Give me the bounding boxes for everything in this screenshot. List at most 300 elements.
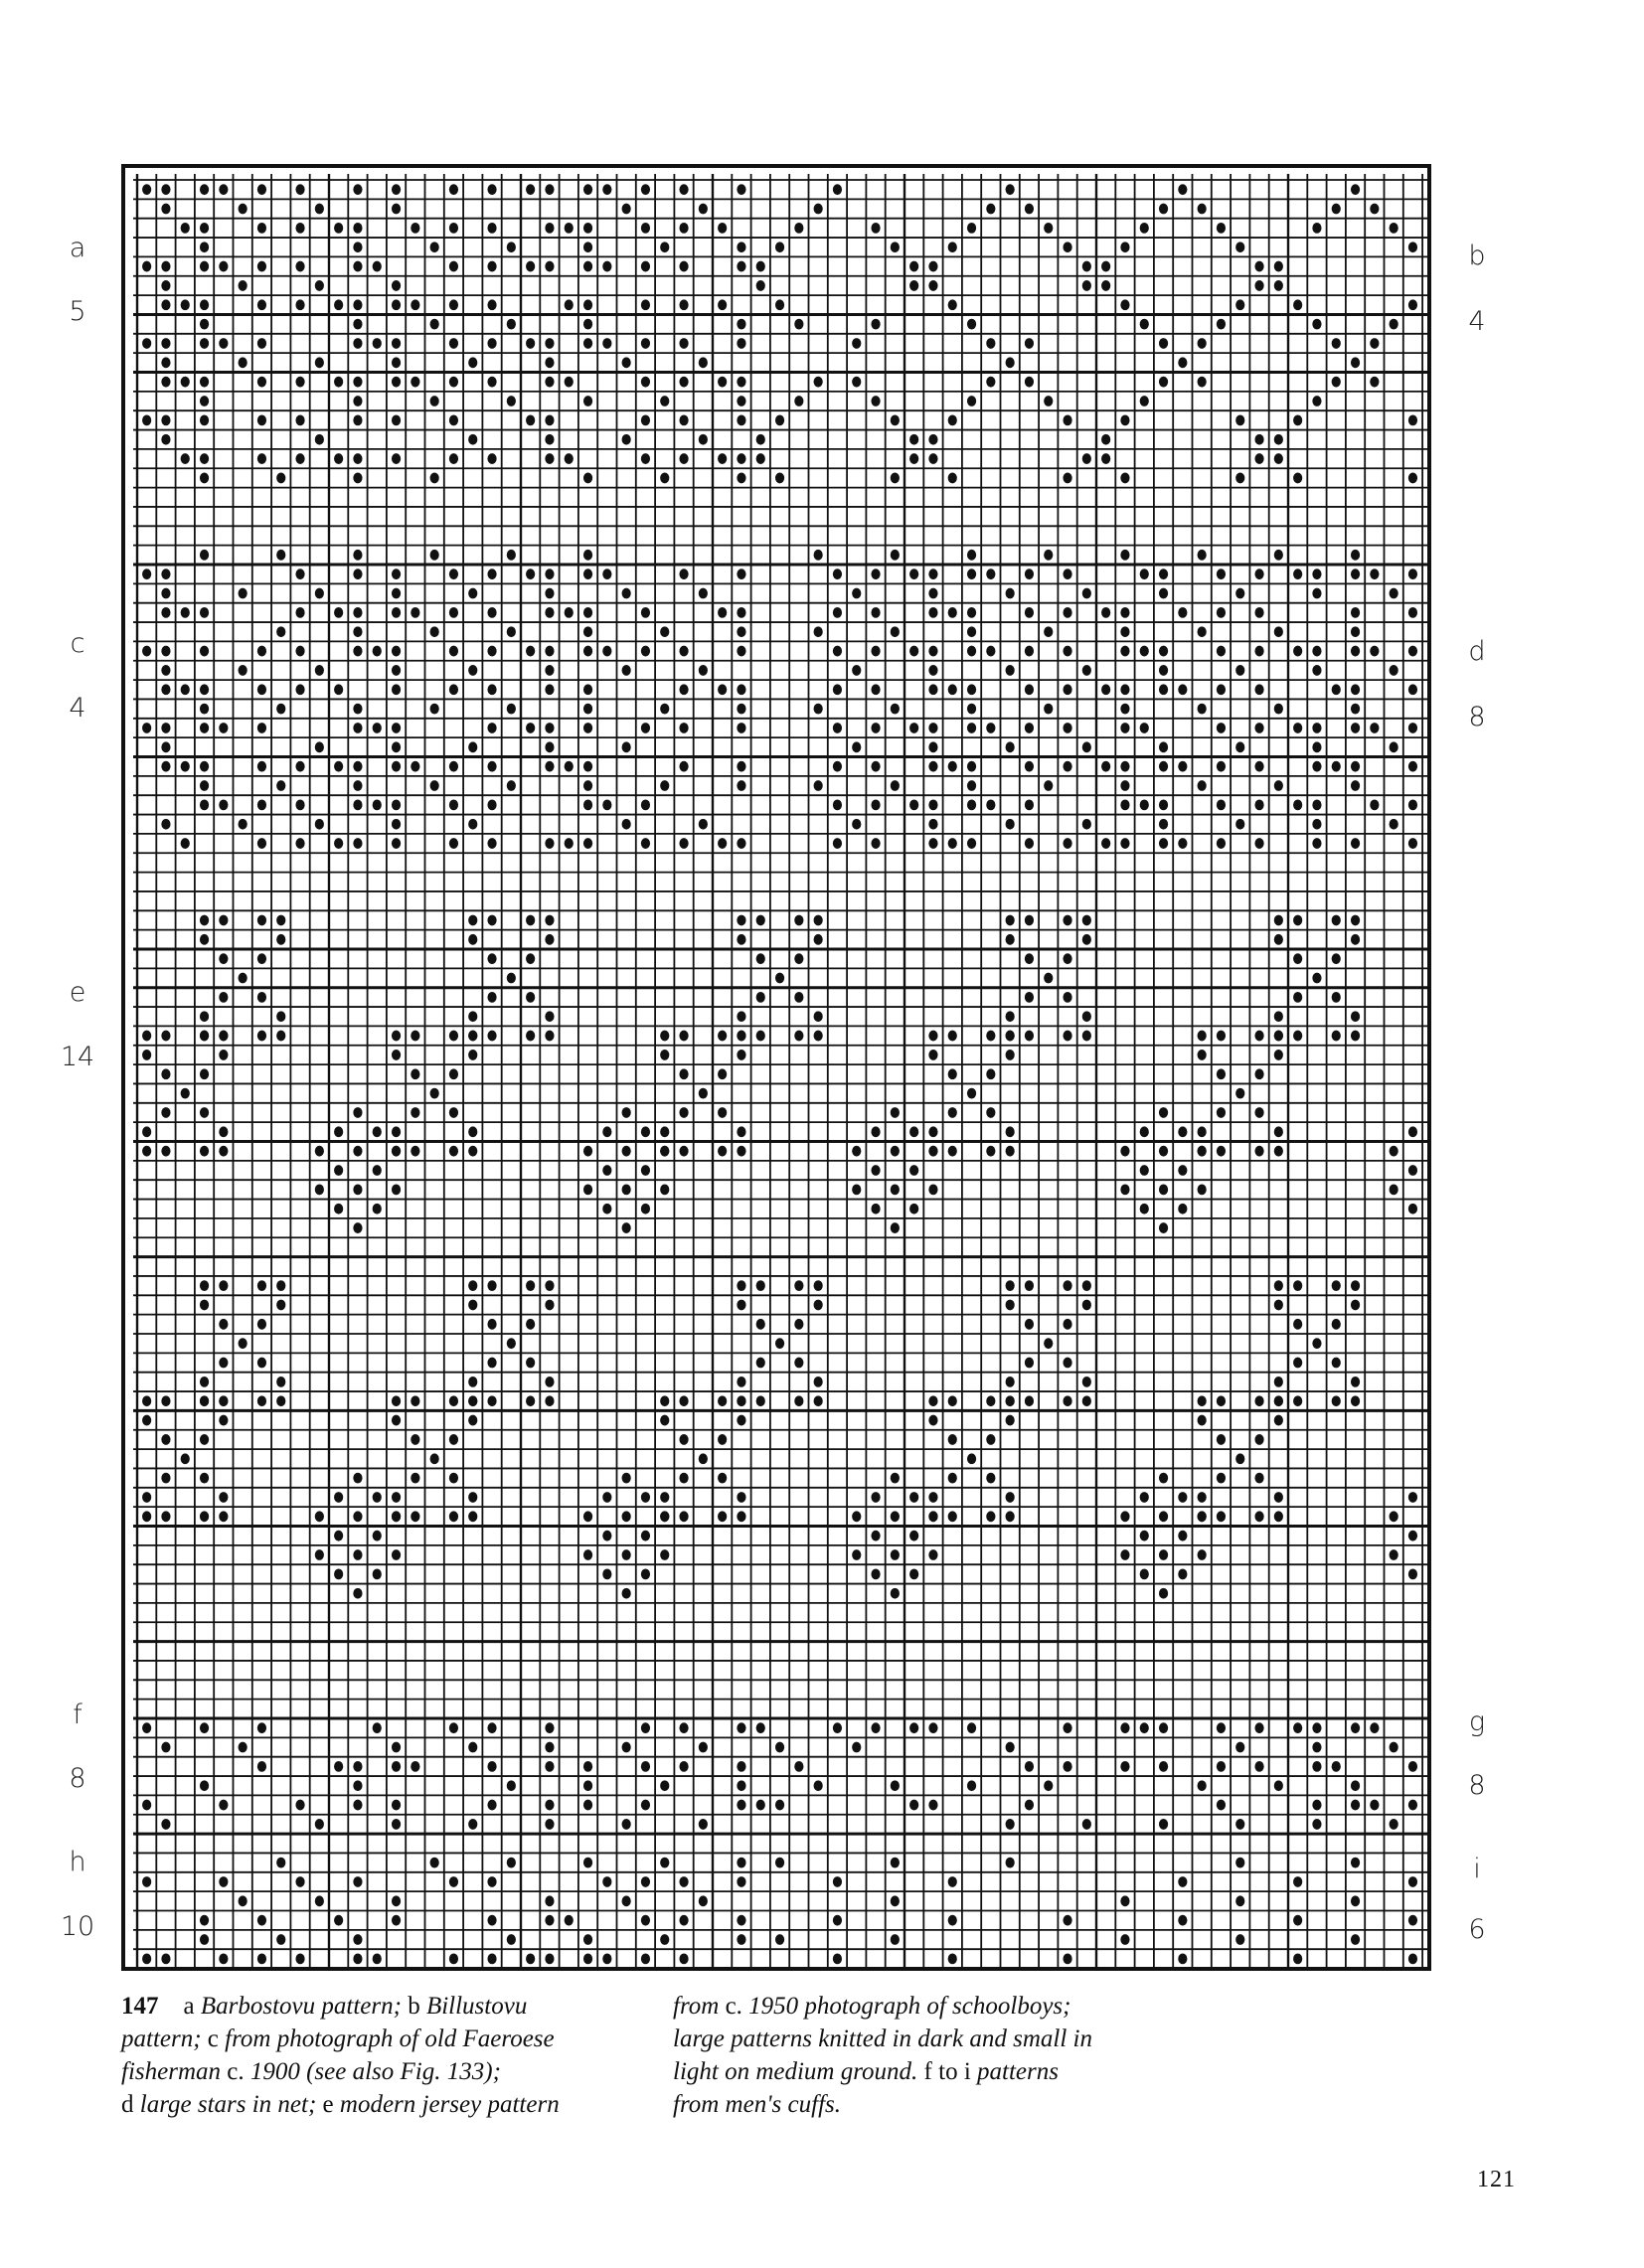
stitch-dot <box>1025 377 1034 388</box>
stitch-dot <box>679 838 688 849</box>
stitch-dot <box>181 299 190 310</box>
stitch-dot <box>353 1511 362 1522</box>
stitch-dot <box>928 1184 937 1195</box>
stitch-dot <box>392 453 401 464</box>
stitch-dot <box>545 1031 554 1042</box>
stitch-dot <box>411 1761 419 1772</box>
stitch-dot <box>948 1395 957 1406</box>
stitch-dot <box>679 1146 688 1157</box>
stitch-dot <box>161 684 170 695</box>
stitch-dot <box>641 1722 650 1733</box>
stitch-dot <box>1198 704 1207 715</box>
stitch-dot <box>1274 1126 1283 1137</box>
stitch-dot <box>373 1165 382 1176</box>
stitch-dot <box>679 646 688 657</box>
stitch-dot <box>373 1722 382 1733</box>
stitch-dot <box>1178 357 1187 368</box>
stitch-dot <box>1140 1126 1149 1137</box>
stitch-dot <box>200 607 209 618</box>
stitch-dot <box>468 1031 477 1042</box>
stitch-dot <box>449 684 458 695</box>
stitch-dot <box>1178 1126 1187 1137</box>
stitch-dot <box>334 838 343 849</box>
stitch-dot <box>1044 396 1053 406</box>
stitch-dot <box>622 204 631 215</box>
stitch-dot <box>295 761 304 772</box>
stitch-dot <box>602 1953 611 1964</box>
stitch-dot <box>1293 1358 1302 1369</box>
stitch-dot <box>1082 1011 1091 1022</box>
stitch-dot <box>1332 1395 1341 1406</box>
stitch-dot <box>967 838 976 849</box>
stitch-dot <box>1293 1722 1302 1733</box>
stitch-dot <box>852 819 861 830</box>
stitch-dot <box>1178 838 1187 849</box>
stitch-dot <box>1274 704 1283 715</box>
stitch-dot <box>1159 1184 1168 1195</box>
stitch-dot <box>948 414 957 425</box>
stitch-dot <box>239 1338 247 1349</box>
stitch-dot <box>583 473 592 484</box>
stitch-dot <box>1120 1549 1129 1560</box>
stitch-dot <box>1082 819 1091 830</box>
stitch-dot <box>200 761 209 772</box>
stitch-dot <box>392 799 401 810</box>
stitch-dot <box>948 607 957 618</box>
stitch-dot <box>1274 1011 1283 1022</box>
stitch-dot <box>737 1415 745 1426</box>
stitch-dot <box>1025 684 1034 695</box>
stitch-dot <box>1025 338 1034 349</box>
stitch-dot <box>161 646 170 657</box>
stitch-dot <box>565 223 574 234</box>
stitch-dot <box>909 1204 918 1215</box>
stitch-dot <box>219 915 228 926</box>
stitch-dot <box>622 357 631 368</box>
stitch-dot <box>142 1031 151 1042</box>
stitch-dots <box>142 184 1427 1964</box>
stitch-dot <box>353 1800 362 1811</box>
stitch-dot <box>583 550 592 561</box>
stitch-dot <box>295 377 304 388</box>
stitch-dot <box>986 1473 995 1484</box>
stitch-dot <box>583 396 592 406</box>
caption-line <box>121 2023 678 2055</box>
stitch-dot <box>737 1511 745 1522</box>
caption-line <box>673 2023 1185 2055</box>
stitch-dot <box>392 723 401 733</box>
stitch-dot <box>1120 1184 1129 1195</box>
stitch-dot <box>871 1492 880 1503</box>
stitch-dot <box>1120 242 1129 252</box>
stitch-dot <box>699 1742 708 1753</box>
stitch-dot <box>257 684 266 695</box>
stitch-dot <box>161 568 170 579</box>
stitch-dot <box>986 1068 995 1079</box>
stitch-dot <box>411 1031 419 1042</box>
stitch-dot <box>353 761 362 772</box>
stitch-dot <box>468 1126 477 1137</box>
stitch-dot <box>909 799 918 810</box>
stitch-dot <box>1293 299 1302 310</box>
stitch-dot <box>622 1895 631 1906</box>
stitch-dot <box>909 1165 918 1176</box>
stitch-dot <box>775 1858 784 1868</box>
stitch-dot <box>967 1453 976 1464</box>
stitch-dot <box>373 723 382 733</box>
stitch-dot <box>449 1031 458 1042</box>
stitch-dot <box>1198 1492 1207 1503</box>
stitch-dot <box>181 223 190 234</box>
stitch-dot <box>718 1473 727 1484</box>
stitch-dot <box>1006 1395 1015 1406</box>
stitch-dot <box>871 1204 880 1215</box>
stitch-dot <box>1235 1895 1244 1906</box>
stitch-dot <box>679 1395 688 1406</box>
stitch-dot <box>1332 915 1341 926</box>
stitch-dot <box>679 338 688 349</box>
stitch-dot <box>334 453 343 464</box>
stitch-dot <box>967 550 976 561</box>
stitch-dot <box>449 646 458 657</box>
stitch-dot <box>1178 684 1187 695</box>
stitch-dot <box>487 992 496 1003</box>
stitch-dot <box>1217 1031 1226 1042</box>
stitch-dot <box>641 1953 650 1964</box>
stitch-dot <box>833 1953 842 1964</box>
stitch-dot <box>583 1934 592 1945</box>
label-b: b <box>1468 241 1486 271</box>
stitch-dot <box>1159 1511 1168 1522</box>
stitch-dot <box>295 1800 304 1811</box>
stitch-dot <box>545 338 554 349</box>
stitch-dot <box>909 1568 918 1579</box>
stitch-dot <box>1408 799 1417 810</box>
stitch-dot <box>219 799 228 810</box>
stitch-dot <box>1351 1722 1360 1733</box>
stitch-dot <box>986 1107 995 1118</box>
stitch-dot <box>1198 1031 1207 1042</box>
stitch-dot <box>1274 550 1283 561</box>
stitch-dot <box>948 1107 957 1118</box>
stitch-dot <box>142 1511 151 1522</box>
stitch-dot <box>545 357 554 368</box>
stitch-dot <box>200 453 209 464</box>
label-g: g <box>1468 1706 1486 1737</box>
stitch-dot <box>928 261 937 272</box>
stitch-dot <box>430 319 439 330</box>
stitch-dot <box>602 646 611 657</box>
stitch-dot <box>411 1107 419 1118</box>
stitch-dot <box>602 1492 611 1503</box>
stitch-dot <box>871 568 880 579</box>
stitch-dot <box>602 261 611 272</box>
stitch-dot <box>756 953 765 964</box>
stitch-dot <box>1408 1204 1417 1215</box>
stitch-dot <box>392 1415 401 1426</box>
stitch-dot <box>430 396 439 406</box>
stitch-dot <box>1408 299 1417 310</box>
stitch-dot <box>334 1761 343 1772</box>
stitch-dot <box>219 1031 228 1042</box>
stitch-dot <box>1063 1915 1071 1926</box>
stitch-dot <box>430 1088 439 1099</box>
stitch-dot <box>295 223 304 234</box>
stitch-dot <box>583 607 592 618</box>
stitch-dot <box>737 396 745 406</box>
stitch-dot <box>200 1377 209 1387</box>
stitch-dot <box>315 741 324 752</box>
stitch-dot <box>276 915 285 926</box>
stitch-dot <box>641 1204 650 1215</box>
stitch-dot <box>1217 1107 1226 1118</box>
stitch-dot <box>468 357 477 368</box>
stitch-dot <box>373 1568 382 1579</box>
stitch-dot <box>315 588 324 599</box>
stitch-dot <box>353 1107 362 1118</box>
stitch-dot <box>1178 184 1187 195</box>
stitch-dot <box>276 780 285 791</box>
stitch-dot <box>641 338 650 349</box>
stitch-dot <box>161 1395 170 1406</box>
stitch-dot <box>468 434 477 445</box>
stitch-dot <box>373 799 382 810</box>
stitch-dot <box>679 1434 688 1445</box>
stitch-dot <box>814 1031 823 1042</box>
stitch-dot <box>737 1858 745 1868</box>
stitch-dot <box>1390 223 1398 234</box>
stitch-dot <box>1198 1184 1207 1195</box>
stitch-dot <box>871 646 880 657</box>
stitch-dot <box>353 396 362 406</box>
caption-line <box>673 1990 1185 2023</box>
stitch-dot <box>1140 1531 1149 1541</box>
stitch-dot <box>142 1126 151 1137</box>
stitch-dot <box>986 377 995 388</box>
stitch-dot <box>1312 568 1321 579</box>
caption-line <box>673 2088 1185 2121</box>
stitch-dot <box>545 434 554 445</box>
stitch-dot <box>257 338 266 349</box>
stitch-dot <box>794 1280 803 1291</box>
stitch-dot <box>1254 1434 1263 1445</box>
stitch-dot <box>967 723 976 733</box>
stitch-dot <box>814 1395 823 1406</box>
stitch-dot <box>449 799 458 810</box>
stitch-dot <box>1063 1722 1071 1733</box>
stitch-dot <box>295 799 304 810</box>
stitch-dot <box>1370 646 1379 657</box>
stitch-dot <box>1006 184 1015 195</box>
stitch-dot <box>468 1377 477 1387</box>
stitch-dot <box>392 607 401 618</box>
stitch-dot <box>1120 1511 1129 1522</box>
stitch-dot <box>1120 761 1129 772</box>
stitch-dot <box>468 915 477 926</box>
stitch-dot <box>1408 1568 1417 1579</box>
stitch-dot <box>1293 723 1302 733</box>
stitch-dot <box>276 934 285 945</box>
stitch-dot <box>353 299 362 310</box>
stitch-dot <box>257 1722 266 1733</box>
stitch-dot <box>699 1088 708 1099</box>
stitch-dot <box>583 319 592 330</box>
stitch-dot <box>871 761 880 772</box>
stitch-dot <box>871 607 880 618</box>
stitch-dot <box>161 1953 170 1964</box>
stitch-dot <box>1217 723 1226 733</box>
stitch-dot <box>967 799 976 810</box>
stitch-dot <box>1063 414 1071 425</box>
stitch-dot <box>161 184 170 195</box>
stitch-dot <box>1140 319 1149 330</box>
stitch-dot <box>1408 607 1417 618</box>
stitch-dot <box>276 1934 285 1945</box>
stitch-dot <box>660 1031 669 1042</box>
stitch-dot <box>1312 1800 1321 1811</box>
stitch-dot <box>909 1126 918 1137</box>
stitch-dot <box>660 1858 669 1868</box>
stitch-dot <box>353 626 362 637</box>
stitch-dot <box>200 319 209 330</box>
stitch-dot <box>545 607 554 618</box>
stitch-dot <box>967 1088 976 1099</box>
stitch-dot <box>142 338 151 349</box>
stitch-dot <box>794 992 803 1003</box>
stitch-dot <box>1159 799 1168 810</box>
stitch-dot <box>1390 819 1398 830</box>
stitch-dot <box>392 1915 401 1926</box>
stitch-dot <box>1390 1146 1398 1157</box>
stitch-dot <box>526 1031 535 1042</box>
stitch-dot <box>699 1895 708 1906</box>
stitch-dot <box>430 1858 439 1868</box>
caption-text: large patterns knitted in dark and small in <box>673 2025 1092 2052</box>
stitch-dot <box>545 1895 554 1906</box>
stitch-dot <box>641 414 650 425</box>
stitch-dot <box>392 377 401 388</box>
stitch-dot <box>295 568 304 579</box>
stitch-dot <box>1063 568 1071 579</box>
stitch-dot <box>200 1068 209 1079</box>
stitch-dot <box>257 1761 266 1772</box>
stitch-dot <box>1120 1146 1129 1157</box>
stitch-dot <box>411 1434 419 1445</box>
stitch-dot <box>200 704 209 715</box>
stitch-dot <box>737 319 745 330</box>
stitch-dot <box>353 1184 362 1195</box>
stitch-dot <box>737 684 745 695</box>
stitch-dot <box>756 280 765 291</box>
stitch-dot <box>1006 1819 1015 1830</box>
stitch-dot <box>1025 1358 1034 1369</box>
stitch-dot <box>353 473 362 484</box>
stitch-dot <box>602 1876 611 1887</box>
stitch-dot <box>200 1934 209 1945</box>
stitch-dot <box>200 1473 209 1484</box>
stitch-dot <box>1217 1511 1226 1522</box>
stitch-dot <box>1254 1761 1263 1772</box>
stitch-dot <box>641 299 650 310</box>
stitch-dot <box>583 723 592 733</box>
stitch-dot <box>257 1915 266 1926</box>
stitch-dot <box>295 414 304 425</box>
stitch-dot <box>200 1395 209 1406</box>
stitch-dot <box>986 723 995 733</box>
stitch-dot <box>142 1050 151 1060</box>
stitch-dot <box>200 1011 209 1022</box>
stitch-dot <box>986 568 995 579</box>
stitch-dot <box>1082 1377 1091 1387</box>
stitch-dot <box>909 1492 918 1503</box>
stitch-dot <box>449 1107 458 1118</box>
stitch-dot <box>353 319 362 330</box>
stitch-dot <box>1198 1415 1207 1426</box>
stitch-dot <box>430 1453 439 1464</box>
stitch-dot <box>219 1395 228 1406</box>
stitch-dot <box>276 1395 285 1406</box>
stitch-dot <box>468 819 477 830</box>
label-f: f <box>73 1700 82 1730</box>
stitch-dot <box>641 453 650 464</box>
stitch-dot <box>1159 646 1168 657</box>
stitch-dot <box>1082 665 1091 676</box>
stitch-dot <box>852 1549 861 1560</box>
stitch-dot <box>1006 1858 1015 1868</box>
stitch-dot <box>737 568 745 579</box>
stitch-dot <box>392 646 401 657</box>
stitch-dot <box>583 1549 592 1560</box>
stitch-dot <box>891 1858 900 1868</box>
stitch-dot <box>1217 1800 1226 1811</box>
stitch-dot <box>1044 1338 1053 1349</box>
stitch-dot <box>1120 723 1129 733</box>
stitch-dot <box>1408 473 1417 484</box>
stitch-dot <box>891 242 900 252</box>
stitch-dot <box>1159 1146 1168 1157</box>
stitch-dot <box>1101 280 1110 291</box>
stitch-dot <box>276 473 285 484</box>
stitch-dot <box>219 1280 228 1291</box>
stitch-dot <box>1274 1300 1283 1311</box>
stitch-dot <box>392 1800 401 1811</box>
stitch-dot <box>833 799 842 810</box>
stitch-dot <box>1274 1780 1283 1791</box>
stitch-dot <box>794 1761 803 1772</box>
stitch-dot <box>334 1531 343 1541</box>
stitch-dot <box>334 1165 343 1176</box>
stitch-dot <box>1006 1415 1015 1426</box>
label-h: h <box>69 1847 86 1877</box>
stitch-dot <box>1254 607 1263 618</box>
stitch-dot <box>1254 1146 1263 1157</box>
stitch-dot <box>602 338 611 349</box>
stitch-dot <box>526 723 535 733</box>
stitch-dot <box>891 473 900 484</box>
stitch-dot <box>1351 704 1360 715</box>
label-a: a <box>69 233 86 263</box>
stitch-dot <box>1140 723 1149 733</box>
stitch-dot <box>526 1319 535 1330</box>
stitch-dot <box>679 414 688 425</box>
stitch-dot <box>411 299 419 310</box>
stitch-dot <box>257 453 266 464</box>
stitch-dot <box>526 915 535 926</box>
stitch-dot <box>891 1934 900 1945</box>
stitch-dot <box>487 1031 496 1042</box>
stitch-dot <box>967 319 976 330</box>
stitch-dot <box>392 299 401 310</box>
